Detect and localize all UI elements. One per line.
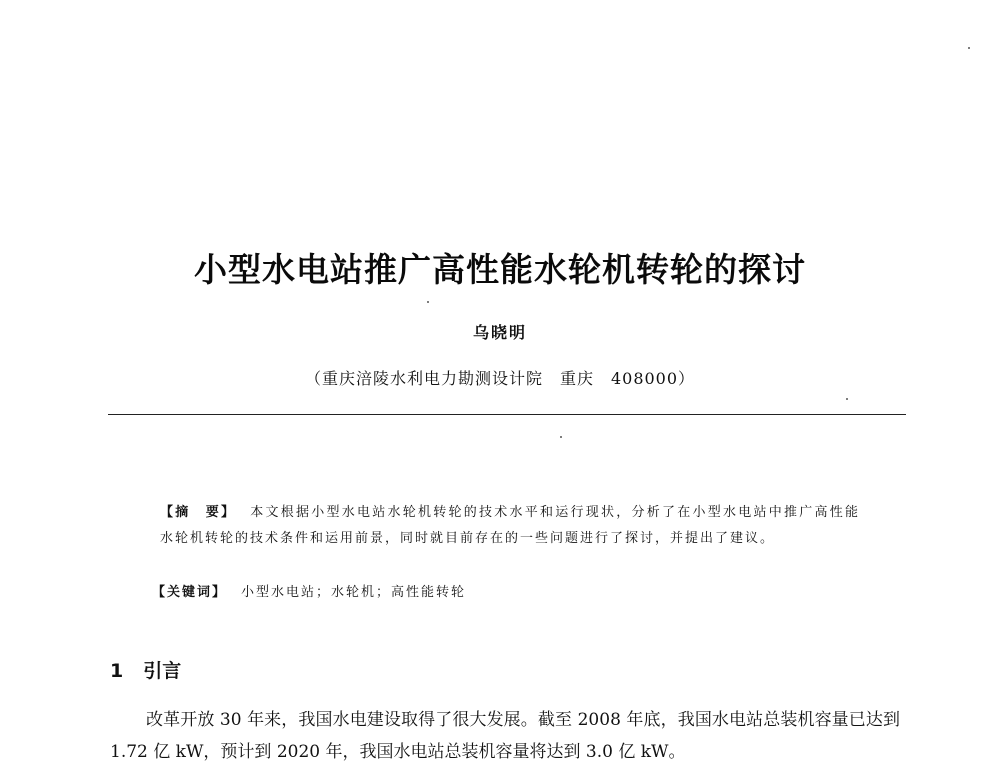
scan-speck — [427, 301, 429, 303]
paper-title: 小型水电站推广高性能水轮机转轮的探讨 — [194, 250, 806, 289]
section-number: 1 — [110, 660, 124, 682]
keywords-text: 小型水电站；水轮机；高性能转轮 — [241, 585, 467, 600]
keywords-block — [152, 582, 852, 604]
keywords-label: 【关键词】 — [152, 585, 228, 600]
header-divider — [108, 414, 906, 415]
abstract-block — [160, 500, 860, 552]
scan-speck — [846, 398, 848, 400]
section-title: 引言 — [143, 660, 182, 682]
scan-speck — [560, 436, 562, 438]
scan-speck — [968, 47, 970, 49]
author-affiliation: （重庆涪陵水利电力勘测设计院 重庆 408000） — [304, 369, 696, 388]
abstract-text: 本文根据小型水电站水轮机转轮的技术水平和运行现状，分析了在小型水电站中推广高性能水轮机转轮的技术条件和运用前景，同时就目前存在的一些问题进行了探讨，并提出了建议。 — [160, 505, 860, 546]
section-heading — [110, 656, 181, 683]
abstract-label: 【摘 要】 — [160, 505, 237, 520]
body-paragraph: 改革开放 30 年来，我国水电建设取得了很大发展。截至 2008 年底，我国水电站总装机容量已达到 1.72 亿 kW，预计到 2020 年，我国水电站总装机容量将达到 3.0 亿 kW。 — [110, 710, 900, 762]
author-name: 乌晓明 — [472, 323, 527, 342]
